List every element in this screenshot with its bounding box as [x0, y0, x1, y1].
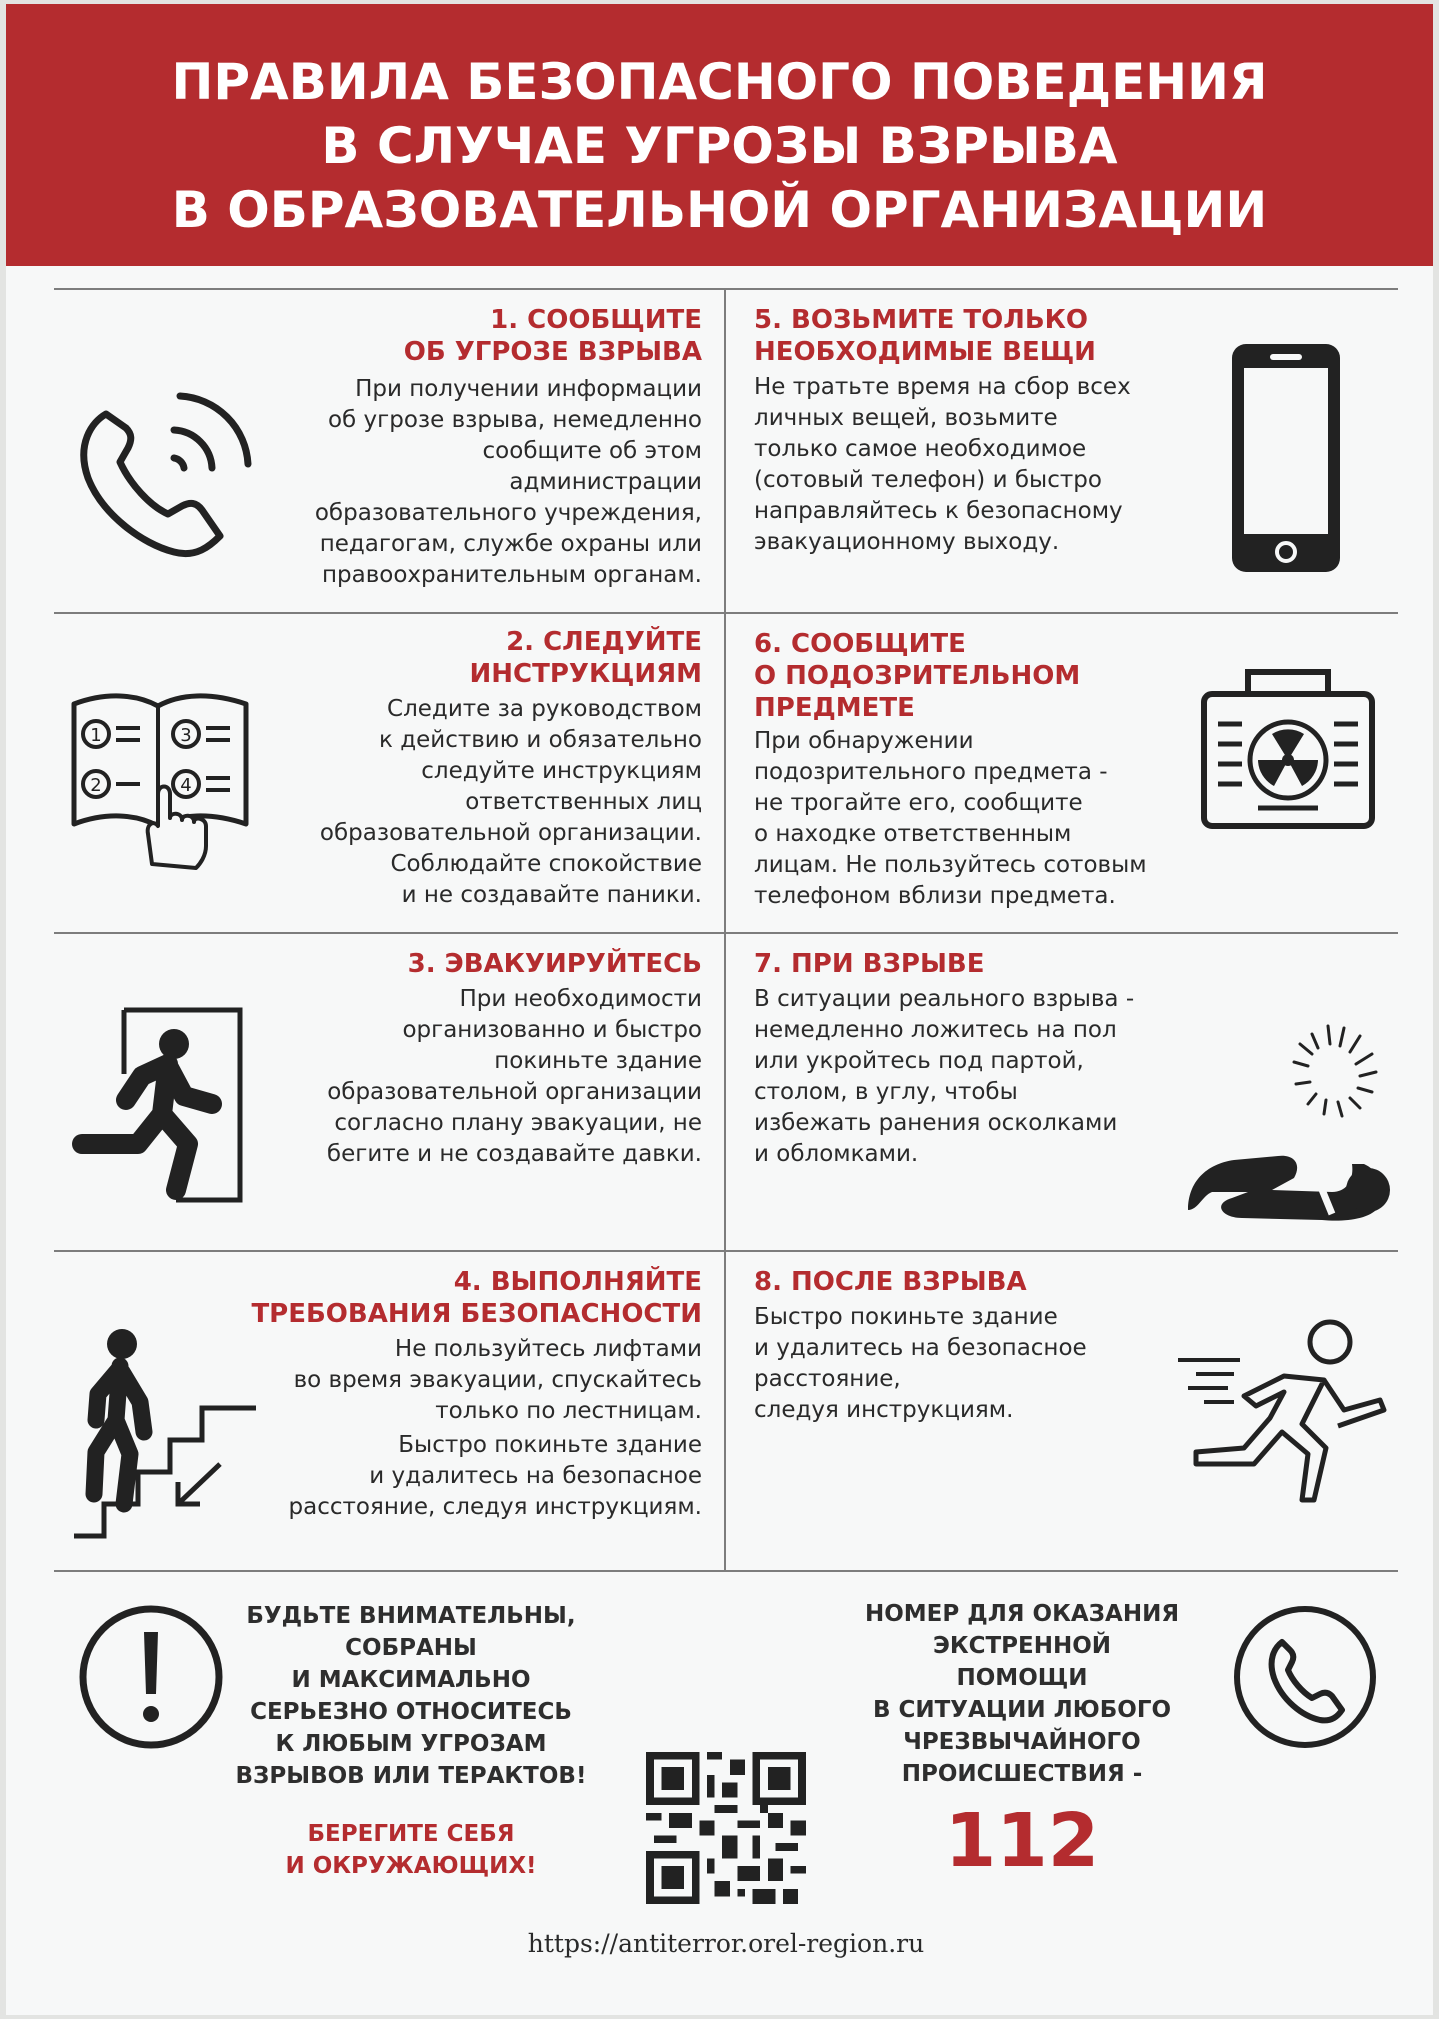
header-title-line-3: В ОБРАЗОВАТЕЛЬНОЙ ОРГАНИЗАЦИИ: [171, 181, 1268, 239]
take-cover-explosion-icon: [1182, 1014, 1392, 1224]
rule-text: В ситуации реального взрыва - немедленно ложитесь на пол или укройтесь под партой, столом, в углу, чтобы избежать ранения осколками и обломками.: [754, 986, 1135, 1167]
rule-title: 5. ВОЗЬМИТЕ ТОЛЬКО НЕОБХОДИМЫЕ ВЕЩИ: [754, 305, 1096, 367]
column-divider: [724, 290, 726, 1570]
rule-text: При обнаружении подозрительного предмета - не трогайте его, сообщите о находке ответственным лицам. Не пользуйтесь сотовым телефоном вблизи предмета.: [754, 728, 1147, 909]
rule-text: При необходимости организованно и быстро покиньте здание образовательной организации согласно плану эвакуации, не бегите и не создавайте давки.: [326, 986, 702, 1167]
book-digit: 3: [180, 725, 192, 746]
phone-ringing-icon: [62, 374, 262, 564]
book-digit: 1: [90, 725, 102, 746]
stairs-descending-icon: [70, 1324, 260, 1544]
grid-divider: [54, 932, 1398, 934]
emergency-number: 112: [944, 1798, 1100, 1884]
grid-divider: [54, 1250, 1398, 1252]
rule-text: Следите за руководством к действию и обязательно следуйте инструкциям ответственных лиц образовательной организации. Соблюдайте спокойствие и не создавайте паники.: [319, 696, 702, 908]
suspicious-case-icon: [1198, 664, 1378, 834]
qr-code-icon: [646, 1752, 806, 1904]
grid-divider: [54, 288, 1398, 290]
rule-title: 3. ЭВАКУИРУЙТЕСЬ: [407, 949, 702, 979]
emergency-text: НОМЕР ДЛЯ ОКАЗАНИЯ ЭКСТРЕННОЙ ПОМОЩИ В СИТУАЦИИ ЛЮБОГО ЧРЕЗВЫЧАЙНОГО ПРОИСШЕСТВИЯ -: [864, 1601, 1180, 1787]
rule-title: 1. СООБЩИТЕ ОБ УГРОЗЕ ВЗРЫВА: [403, 305, 702, 367]
book-digit: 4: [180, 775, 192, 796]
instruction-book-icon: [66, 684, 256, 874]
rule-title: 2. СЛЕДУЙТЕ ИНСТРУКЦИЯМ: [469, 627, 702, 689]
exit-door-runner-icon: [72, 1004, 252, 1214]
rule-text: Не тратьте время на сбор всех личных вещей, возьмите только самое необходимое (сотовый телефон) и быстро направляйтесь к безопасному эвакуационному выходу.: [754, 374, 1131, 555]
rule-text-2: Быстро покиньте здание и удалитесь на безопасное расстояние, следуя инструкциям.: [288, 1432, 702, 1520]
poster-header: [6, 4, 1433, 266]
poster: [6, 4, 1433, 2015]
rule-text: Быстро покиньте здание и удалитесь на безопасное расстояние, следуя инструкциям.: [754, 1304, 1087, 1423]
warning-text: БУДЬТЕ ВНИМАТЕЛЬНЫ, СОБРАНЫ И МАКСИМАЛЬНО СЕРЬЕЗНО ОТНОСИТЕСЬ К ЛЮБЫМ УГРОЗАМ ВЗРЫВОВ ИЛИ ТЕРАКТОВ!: [235, 1603, 587, 1789]
exclamation-circle-icon: [76, 1602, 226, 1752]
grid-divider: [54, 612, 1398, 614]
header-title-line-2: В СЛУЧАЕ УГРОЗЫ ВЗРЫВА: [321, 117, 1118, 175]
rule-text: Не пользуйтесь лифтами во время эвакуации, спускайтесь только по лестницам.: [293, 1336, 702, 1424]
running-person-icon: [1174, 1314, 1394, 1514]
grid-divider: [54, 1570, 1398, 1572]
book-digit: 2: [90, 775, 102, 796]
rule-title: 8. ПОСЛЕ ВЗРЫВА: [754, 1267, 1027, 1297]
website-url: https://antiterror.orel-region.ru: [527, 1929, 925, 1958]
rule-text: При получении информации об угрозе взрыва, немедленно сообщите об этом администрации образовательного учреждения, педагогам, службе охраны или правоохранительным органам.: [314, 376, 702, 588]
rule-title: 4. ВЫПОЛНЯЙТЕ ТРЕБОВАНИЯ БЕЗОПАСНОСТИ: [251, 1267, 702, 1329]
rule-title: 6. СООБЩИТЕ О ПОДОЗРИТЕЛЬНОМ ПРЕДМЕТЕ: [754, 629, 1081, 723]
phone-circle-icon: [1230, 1602, 1380, 1752]
rule-title: 7. ПРИ ВЗРЫВЕ: [754, 949, 985, 979]
care-text: БЕРЕГИТЕ СЕБЯ И ОКРУЖАЮЩИХ!: [285, 1821, 537, 1879]
header-title-line-1: ПРАВИЛА БЕЗОПАСНОГО ПОВЕДЕНИЯ: [171, 53, 1268, 111]
smartphone-icon: [1226, 338, 1346, 578]
